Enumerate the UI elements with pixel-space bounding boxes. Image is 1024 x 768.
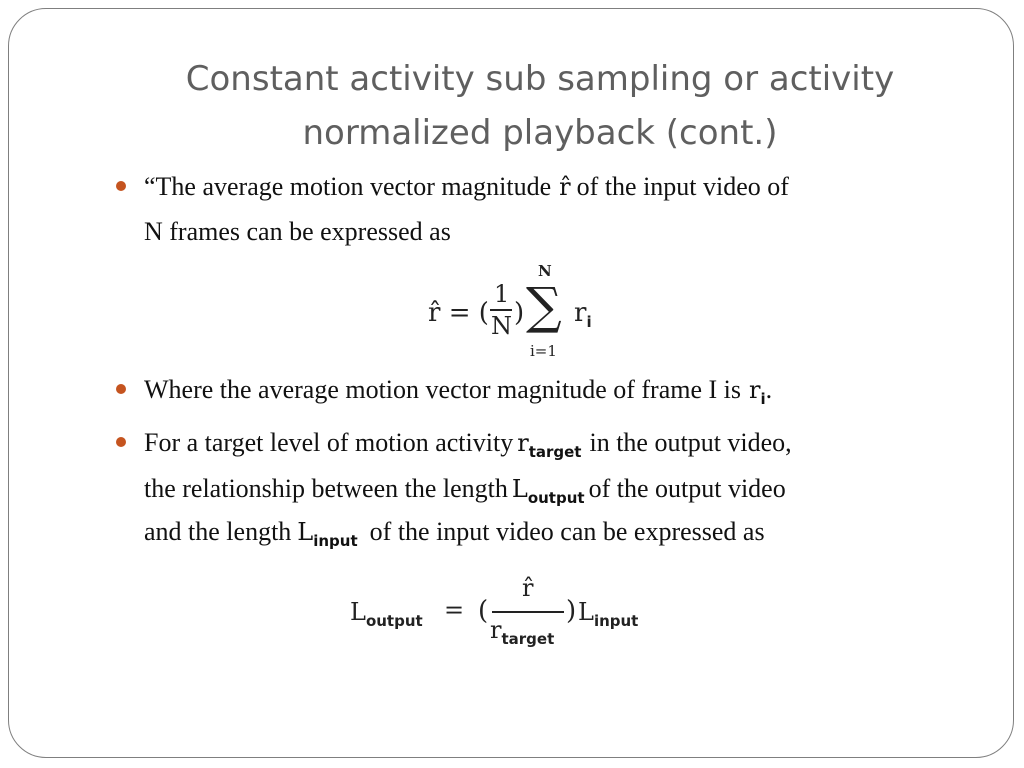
eq2-numerator: r̂ bbox=[522, 574, 534, 602]
eq2-den-base: r bbox=[490, 616, 502, 644]
r-i-symbol bbox=[749, 376, 766, 408]
r-i-sub: i bbox=[760, 390, 766, 408]
bullet-2-dot bbox=[116, 384, 126, 394]
bullet-2-text-b: . bbox=[765, 375, 773, 404]
title-line-2: normalized playback (cont.) bbox=[302, 113, 778, 153]
l-output-symbol bbox=[511, 475, 585, 507]
eq2-lhs bbox=[350, 598, 423, 630]
eq2-rhs-base: L bbox=[578, 598, 594, 626]
l-input-base: L bbox=[297, 518, 314, 546]
eq2-lhs-base: L bbox=[350, 598, 366, 626]
bullet-3-dot bbox=[116, 437, 126, 447]
l-output-base: L bbox=[511, 475, 528, 503]
eq2-den-sub: target bbox=[501, 630, 555, 648]
eq1-term bbox=[574, 298, 592, 331]
eq1-term-sub: i bbox=[586, 313, 592, 331]
bullet-2-text-a: Where the average motion vector magnitude of frame I is bbox=[144, 375, 742, 404]
r-hat-symbol: r̂ bbox=[559, 173, 571, 201]
eq1-frac-bar bbox=[490, 309, 512, 311]
slide-title bbox=[120, 52, 960, 160]
eq1-sum-symbol: ∑ bbox=[526, 277, 562, 335]
eq2-frac-bar bbox=[492, 611, 564, 613]
r-target-base: r bbox=[517, 429, 529, 457]
eq2-lhs-sub: output bbox=[365, 612, 423, 630]
eq2-rhs-sub: input bbox=[593, 612, 639, 630]
bullet-3-line-3 bbox=[144, 516, 765, 557]
r-target-symbol bbox=[517, 429, 582, 461]
l-output-sub: output bbox=[527, 489, 585, 507]
bullet-2-line-1 bbox=[144, 374, 772, 415]
eq1-term-base: r bbox=[574, 298, 587, 328]
eq1-frac-den: N bbox=[491, 312, 512, 340]
title-line-1: Constant activity sub sampling or activity bbox=[185, 59, 895, 99]
bullet-1-line-2: N frames can be expressed as bbox=[144, 217, 451, 246]
bullet-1-text-b: of the input video of bbox=[576, 172, 789, 201]
eq2-denominator bbox=[490, 616, 554, 648]
equation-output-length bbox=[350, 574, 670, 660]
eq1-close-paren: ) bbox=[514, 298, 525, 328]
bullet-1-text-a: “The average motion vector magnitude bbox=[144, 172, 552, 201]
bullet-3-text-f: of the input video can be expressed as bbox=[369, 517, 765, 546]
bullet-3-text-c: the relationship between the length bbox=[144, 474, 508, 503]
r-target-sub: target bbox=[528, 443, 582, 461]
bullet-1-line-1 bbox=[144, 171, 789, 203]
eq2-open-paren: ( bbox=[478, 596, 489, 626]
eq1-lhs: r̂ = ( bbox=[428, 298, 489, 328]
bullet-1-dot bbox=[116, 181, 126, 191]
eq2-rhs bbox=[578, 598, 638, 630]
bullet-3-text-e: and the length bbox=[144, 517, 292, 546]
bullet-3-text-a: For a target level of motion activity bbox=[144, 428, 514, 457]
bullet-3-line-2 bbox=[144, 473, 786, 514]
equation-average-magnitude bbox=[428, 262, 618, 362]
bullet-3-text-b: in the output video, bbox=[589, 428, 792, 457]
l-input-symbol bbox=[297, 518, 358, 550]
bullet-3-text-d: of the output video bbox=[588, 474, 786, 503]
eq2-equals: = bbox=[444, 596, 465, 624]
eq1-sum-lower: i=1 bbox=[530, 342, 557, 360]
l-input-sub: input bbox=[313, 532, 358, 550]
eq2-close-paren: ) bbox=[566, 596, 577, 626]
bullet-3-line-1 bbox=[144, 427, 792, 468]
eq1-frac-num: 1 bbox=[494, 280, 510, 308]
eq1-sum-upper: N bbox=[538, 262, 552, 280]
r-i-base: r bbox=[749, 376, 761, 404]
